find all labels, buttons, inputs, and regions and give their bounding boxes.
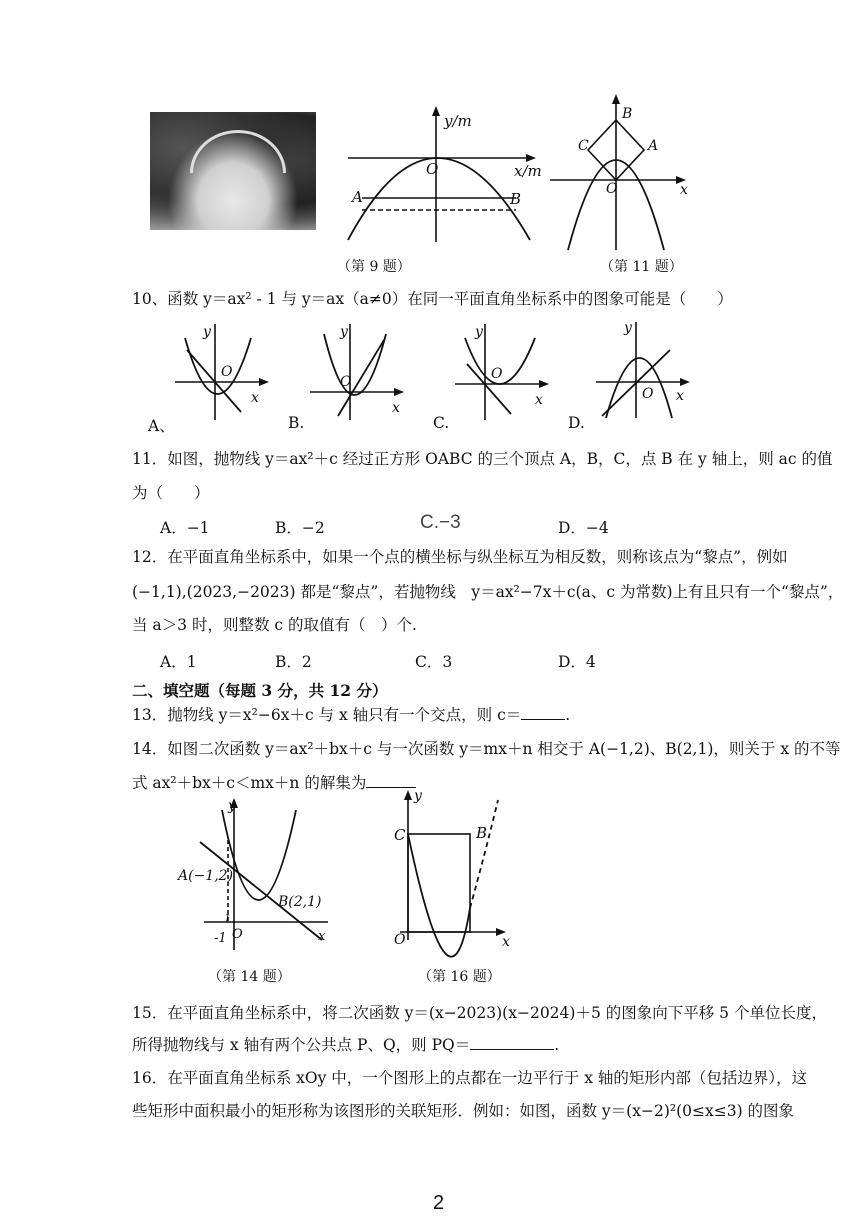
- caption-q14: （第 14 题）: [208, 969, 291, 985]
- svg-text:1: 1: [224, 912, 231, 925]
- svg-text:-1: -1: [214, 931, 227, 946]
- q10-text: 10、函数 y＝ax² - 1 与 y＝ax（a≠0）在同一平面直角坐标系中的图象可能是（ ）: [132, 290, 733, 308]
- fig9-x-label: x/m: [514, 162, 542, 180]
- svg-text:y: y: [414, 788, 422, 804]
- page-number: 2: [433, 1192, 445, 1214]
- q10-graph-b: [310, 320, 410, 420]
- svg-text:x: x: [676, 388, 684, 404]
- caption-q16: （第 16 题）: [418, 969, 501, 985]
- svg-text:y: y: [340, 324, 348, 340]
- svg-text:y: y: [475, 324, 483, 340]
- q14-line1: 14．如图二次函数 y＝ax²＋bx＋c 与一次函数 y＝mx＋n 相交于 A(−1,2)、B(2,1)，则关于 x 的不等: [132, 740, 841, 758]
- fig9-y-label: y/m: [444, 112, 472, 130]
- svg-text:y: y: [203, 324, 211, 340]
- figure-9-diagram: [340, 112, 540, 242]
- q13-text: 13．抛物线 y＝x²−6x＋c 与 x 轴只有一个交点，则 c＝ .: [132, 706, 571, 724]
- caption-q9: （第 9 题）: [337, 259, 411, 275]
- svg-text:y: y: [624, 320, 632, 336]
- svg-text:O: O: [340, 374, 352, 390]
- q10-graph-a: [175, 320, 275, 420]
- q12-line3: 当 a＞3 时，则整数 c 的取值有（ ）个.: [132, 616, 417, 634]
- q12-option-b: B．2: [275, 653, 312, 671]
- q16-line2: 些矩形中面积最小的矩形称为该图形的关联矩形．例如：如图，函数 y＝(x−2)²(0≤x≤3) 的图象: [132, 1102, 795, 1120]
- svg-text:O: O: [491, 366, 503, 382]
- q15-line2: 所得抛物线与 x 轴有两个公共点 P、Q，则 PQ＝ .: [132, 1036, 560, 1054]
- q12-option-c: C．3: [415, 653, 453, 671]
- q11-option-b: B．−2: [275, 519, 325, 537]
- q10-option-c: C.: [433, 414, 450, 432]
- q16-line1: 16．在平面直角坐标系 xOy 中，一个图形上的点都在一边平行于 x 轴的矩形内部（包括边界），这: [132, 1069, 808, 1087]
- fig9-origin: O: [426, 160, 439, 178]
- q14-line2: 式 ax²＋bx＋c＜mx＋n 的解集为: [132, 774, 416, 793]
- figure-11-diagram: [550, 100, 690, 250]
- q11-line2: 为（ ）: [132, 484, 210, 502]
- q10-option-d: D.: [568, 414, 585, 432]
- q10-graph-c: [455, 320, 555, 420]
- svg-text:x: x: [251, 390, 259, 406]
- svg-text:x: x: [502, 934, 510, 950]
- q10-option-b: B.: [288, 414, 305, 432]
- bridge-photo: [150, 112, 316, 230]
- figure-16-diagram: [390, 790, 520, 950]
- fig11-o: O: [606, 181, 618, 197]
- svg-text:O: O: [394, 932, 406, 948]
- figure-14-diagram: [178, 800, 338, 950]
- fig11-x: x: [680, 182, 688, 198]
- q15-line1: 15．在平面直角坐标系中，将二次函数 y＝(x−2023)(x−2024)＋5 的图象向下平移 5 个单位长度，: [132, 1004, 827, 1022]
- fig14-point-b: B(2,1): [278, 894, 322, 910]
- svg-text:O: O: [221, 364, 233, 380]
- q11-option-c: C.−3: [420, 512, 461, 533]
- q12-line2: (−1,1),(2023,−2023) 都是“黎点”，若抛物线 y＝ax²−7x＋c(a、c 为常数)上有且只有一个“黎点”，: [132, 583, 844, 601]
- svg-text:O: O: [232, 927, 243, 942]
- fig11-a: A: [648, 138, 659, 154]
- q11-option-a: A．−1: [160, 519, 210, 537]
- svg-text:y: y: [228, 798, 236, 814]
- svg-text:x: x: [392, 400, 400, 416]
- q11-option-d: D．−4: [558, 519, 609, 537]
- fig9-point-a: A: [352, 188, 363, 206]
- q12-option-d: D．4: [558, 653, 596, 671]
- q10-option-a: A、: [148, 417, 175, 435]
- fig14-point-a: A(−1,2): [178, 868, 234, 884]
- svg-text:O: O: [642, 386, 654, 402]
- q12-line1: 12．在平面直角坐标系中，如果一个点的横坐标与纵坐标互为相反数，则称该点为“黎点”，例如: [132, 548, 788, 566]
- fig9-point-b: B: [510, 190, 522, 208]
- q12-option-a: A．1: [160, 653, 197, 671]
- svg-text:B: B: [476, 824, 488, 842]
- q10-graph-d: [596, 318, 696, 418]
- section-fill-in-title: 二、填空题（每题 3 分，共 12 分）: [132, 681, 388, 700]
- fig11-c: C: [578, 138, 589, 154]
- svg-text:C: C: [394, 826, 406, 844]
- svg-text:x: x: [318, 929, 326, 944]
- q11-line1: 11．如图，抛物线 y＝ax²＋c 经过正方形 OABC 的三个顶点 A，B，C，点 B 在 y 轴上，则 ac 的值: [132, 450, 833, 468]
- svg-text:x: x: [535, 392, 543, 408]
- caption-q11: （第 11 题）: [600, 259, 683, 275]
- fig11-b: B: [622, 106, 633, 122]
